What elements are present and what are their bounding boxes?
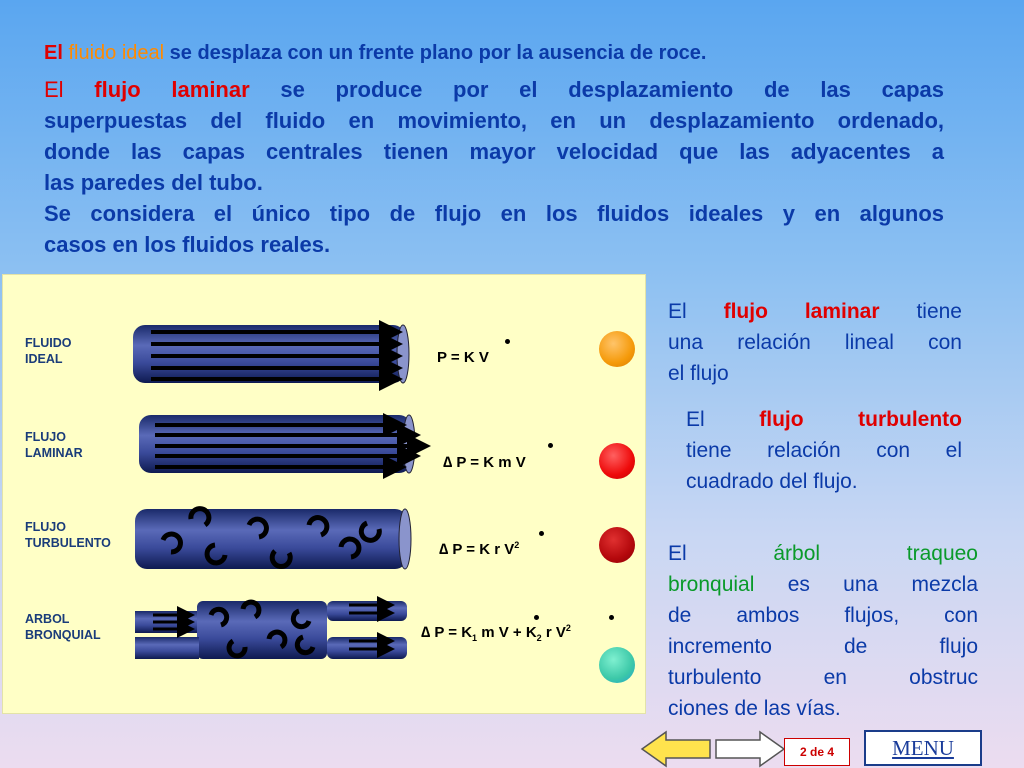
- row-label-arbol-bronquial: [25, 611, 101, 643]
- delta-symbol: ∆: [439, 541, 449, 558]
- rb1-el: El: [668, 300, 687, 323]
- rb3-line5: turbulento en obstruc: [668, 666, 978, 689]
- formula-part-c: r V: [545, 624, 566, 641]
- rb1-line2: una relación lineal con: [668, 331, 962, 354]
- row2-label-line2: LAMINAR: [25, 446, 83, 460]
- rb3-line4: incremento de flujo: [668, 635, 978, 658]
- row3-label-line1: FLUJO: [25, 520, 66, 534]
- intro-el: El: [44, 42, 63, 64]
- row4-label-line2: BRONQUIAL: [25, 628, 101, 642]
- flow-dot-4a: [534, 615, 539, 620]
- rb3-traqueo: traqueo: [906, 542, 978, 565]
- formula-part-a: P = K: [434, 624, 473, 641]
- row-label-fluido-ideal: [25, 335, 72, 367]
- rb1-laminar: laminar: [804, 300, 880, 323]
- tube-flujo-turbulento: [135, 509, 411, 569]
- right-block-arbol: [668, 538, 978, 724]
- rb2-flujo: flujo: [759, 408, 804, 431]
- row3-label-line2: TURBULENTO: [25, 536, 111, 550]
- ideal-line2: casos en los fluidos reales.: [44, 232, 331, 257]
- subscript-2: 2: [536, 633, 542, 643]
- laminar-line1: [44, 74, 944, 105]
- formula-turbulento-text: P = K r V: [452, 541, 515, 558]
- rb2-line3: cuadrado del flujo.: [686, 470, 858, 493]
- rb2-line1: [686, 404, 962, 435]
- laminar-line2: superpuestas del fluido en movimiento, en un desplazamiento ordenado,: [44, 108, 944, 133]
- rb3-line6: ciones de las vías.: [668, 697, 841, 720]
- subscript-1: 1: [472, 633, 478, 643]
- formula-arbol-bronquial: [421, 623, 571, 643]
- laminar-line3: donde las capas centrales tienen mayor velocidad que las adyacentes a: [44, 139, 944, 164]
- right-block-turbulento: [686, 404, 962, 497]
- flow-dot-3: [539, 531, 544, 536]
- rb2-line2: tiene relación con el: [686, 439, 962, 462]
- flow-diagram-panel: [2, 274, 646, 714]
- flow-dot-2: [548, 443, 553, 448]
- rb3-rest: es una mezcla: [787, 573, 979, 596]
- rb2-turbulento: turbulento: [858, 408, 962, 431]
- rb3-line2: [668, 569, 978, 600]
- tubes-illustration: [3, 275, 647, 715]
- row2-label-line1: FLUJO: [25, 430, 66, 444]
- menu-button[interactable]: MENU: [864, 730, 982, 766]
- laminar-term: laminar: [171, 77, 250, 102]
- formula-part-b: m V + K: [481, 624, 537, 641]
- rb3-line1: [668, 538, 978, 569]
- formula-flujo-laminar: [443, 454, 526, 471]
- rb1-line3: el flujo: [668, 362, 729, 385]
- row1-label-line2: IDEAL: [25, 352, 63, 366]
- delta-symbol: ∆: [443, 454, 453, 471]
- rb1-line1: [668, 296, 962, 327]
- formula-exponent: 2: [514, 540, 520, 550]
- intro-line1: [44, 38, 706, 69]
- formula-fluido-ideal: P = K V: [437, 349, 489, 366]
- row1-label-line1: FLUIDO: [25, 336, 72, 350]
- next-arrow-button[interactable]: [714, 730, 786, 768]
- intro-line1-rest: se desplaza con un frente plano por la ausencia de roce.: [169, 42, 707, 64]
- delta-symbol: ∆: [421, 624, 431, 641]
- rb3-el: El: [668, 542, 687, 565]
- rb1-tiene: tiene: [916, 300, 962, 323]
- laminar-flujo: flujo: [94, 77, 141, 102]
- prev-arrow-button[interactable]: [640, 730, 712, 768]
- ideal-line1: Se considera el único tipo de flujo en los fluidos ideales y en algunos: [44, 201, 944, 226]
- row-label-flujo-turbulento: [25, 519, 111, 551]
- flow-dot-4b: [609, 615, 614, 620]
- indicator-orange: [599, 331, 635, 367]
- indicator-red: [599, 443, 635, 479]
- page-indicator: 2 de 4: [784, 738, 850, 766]
- row-label-flujo-laminar: [25, 429, 83, 461]
- rb3-arbol: árbol: [773, 542, 821, 565]
- rb2-el: El: [686, 408, 705, 431]
- row4-label-line1: ARBOL: [25, 612, 70, 626]
- flow-dot-1: [505, 339, 510, 344]
- laminar-el: El: [44, 77, 64, 102]
- formula-exponent: 2: [565, 623, 571, 633]
- right-block-laminar: [668, 296, 962, 389]
- formula-laminar-text: P = K m V: [456, 454, 526, 471]
- fluido-ideal-term: fluido ideal: [68, 42, 165, 64]
- rb3-bronquial: bronquial: [668, 573, 755, 596]
- indicator-dark-red: [599, 527, 635, 563]
- tube-arbol-bronquial: [135, 601, 407, 659]
- tube-fluido-ideal: [133, 325, 409, 383]
- rb3-line3: de ambos flujos, con: [668, 604, 978, 627]
- tube-flujo-laminar: [139, 415, 423, 473]
- formula-flujo-turbulento: [439, 540, 519, 558]
- laminar-line4: las paredes del tubo.: [44, 170, 263, 195]
- laminar-rest: se produce por el desplazamiento de las capas: [280, 77, 944, 102]
- indicator-green: [599, 647, 635, 683]
- rb1-flujo: flujo: [723, 300, 768, 323]
